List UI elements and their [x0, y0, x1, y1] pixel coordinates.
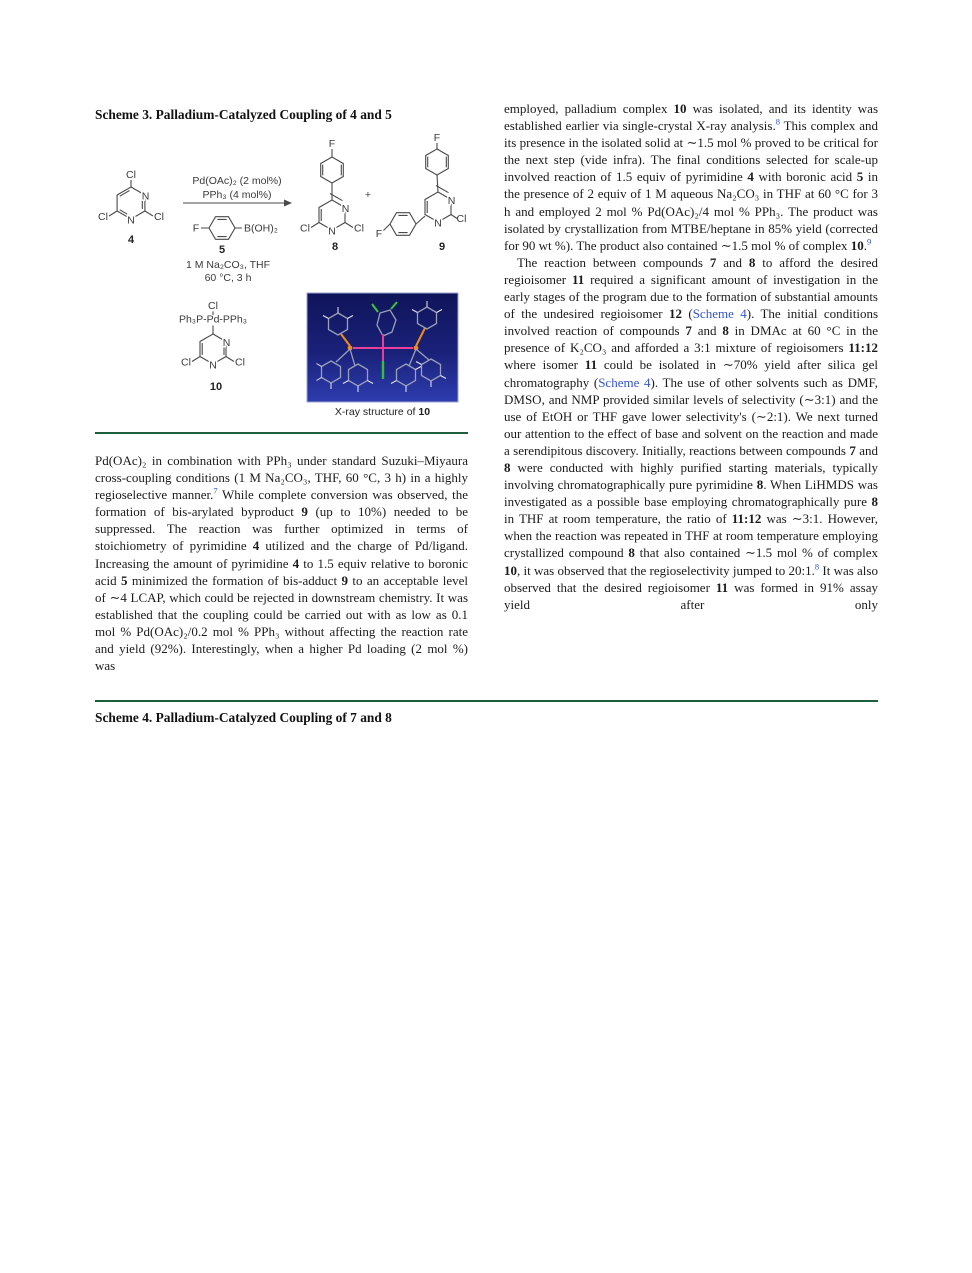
- atom-label: N: [127, 214, 135, 227]
- paragraph: [95, 452, 468, 674]
- text-segment: X-ray structure of: [334, 406, 419, 418]
- text-segment: 4: [252, 538, 260, 554]
- text-segment: 9: [341, 572, 348, 588]
- compound-number: 5: [218, 244, 226, 256]
- conditions-text: PPh₃ (4 mol%): [202, 189, 272, 201]
- right-column: [504, 100, 878, 613]
- conditions-text: Pd(OAc)₂ (2 mol%): [192, 175, 282, 187]
- text-segment: to 1.5 equiv relative to boronic acid: [95, 555, 469, 588]
- atom-label: Cl: [98, 211, 108, 223]
- text-segment: 10: [418, 406, 431, 418]
- atom-label: N: [328, 225, 336, 238]
- compound-number: 4: [127, 234, 135, 246]
- atom-label: N: [222, 337, 231, 349]
- text-segment: It was also observed that the desired regioisomer: [504, 562, 878, 595]
- text-segment: could be isolated in ∼70% yield after silica gel chromatography (: [504, 357, 878, 390]
- atom-label: B(OH)₂: [244, 222, 278, 235]
- text-segment: was formed in 91% assay yield after only: [504, 579, 878, 612]
- text-segment: , it was observed that the regioselectivity jumped to 20:1.: [517, 562, 815, 578]
- scheme4-title: Scheme 4. Palladium-Catalyzed Coupling of 7 and 8: [95, 710, 392, 725]
- text-segment: where isomer: [504, 357, 585, 373]
- text-segment: The reaction between compounds: [517, 254, 710, 270]
- paragraph: [504, 100, 878, 254]
- conditions-text: 1 M Na₂CO₃, THF: [186, 259, 270, 271]
- text-segment: 7: [685, 323, 692, 339]
- text-segment: in the presence of 2 equiv of 1 M aqueous Na₂CO₃ in THF at 60 °C for 3 h and employed 2 mol % Pd(OAc)₂/4 mol % PPh₃. The product was isolated by crystallization from MTBE/heptane in 85% yield (corrected for 90 wt %). The product also contained ∼1.5 mol % of complex: [504, 169, 878, 253]
- atom-label: F: [433, 132, 441, 144]
- text-segment: in DMAc at 60 °C in the presence of K₂CO₃ and afforded a 3:1 mixture of regioisomers: [504, 323, 878, 356]
- text-segment: 8: [504, 459, 511, 475]
- left-column: [95, 452, 468, 674]
- atom-label: Cl: [300, 222, 310, 235]
- text-segment: 10: [673, 101, 687, 116]
- text-segment: .: [863, 237, 868, 253]
- text-segment: 5: [856, 169, 864, 185]
- atom-label: Cl: [208, 300, 218, 312]
- reaction-arrow: [183, 175, 292, 207]
- structure-10: [179, 300, 247, 393]
- text-segment: While complete conversion was observed, the formation of bis-arylated byproduct: [95, 487, 468, 520]
- atom-label: Cl: [456, 213, 467, 225]
- text-segment: (up to 10%) needed to be suppressed. The reaction was further optimized in terms of stoichiometry of pyrimidine: [95, 504, 469, 554]
- structure-4: [98, 169, 164, 246]
- atom-label: F: [192, 222, 200, 235]
- text-segment: ). The initial conditions involved reaction of compounds: [504, 306, 878, 339]
- atom-label: Cl: [154, 211, 164, 223]
- atom-label: Cl: [354, 222, 364, 235]
- atom-label: Cl: [181, 356, 191, 369]
- text-segment: 10: [850, 237, 864, 253]
- text-segment: minimized the formation of bis-adduct: [127, 572, 342, 588]
- text-segment: . When LiHMDS was investigated as a possible base employing chromatographically pure: [504, 477, 878, 510]
- atom-label: Cl: [126, 169, 136, 181]
- xray-caption: [307, 406, 458, 418]
- atom-label: Cl: [235, 356, 245, 369]
- text-segment: 11:12: [731, 511, 762, 527]
- atom-label: N: [447, 195, 456, 207]
- text-segment: 9: [301, 504, 308, 520]
- text-segment: and: [855, 442, 878, 458]
- atom-label: N: [141, 190, 150, 203]
- text-segment: 12: [668, 306, 682, 322]
- paragraph: [504, 254, 878, 613]
- plus-sign: +: [364, 189, 372, 201]
- scheme3-divider: [95, 432, 468, 434]
- text-segment: Pd(OAc)₂ in combination with PPh₃ under standard Suzuki–Miyaura cross-coupling conditions (1 M Na₂CO₃, THF, 60 °C, 3 h) in a highly regioselective manner.: [95, 453, 468, 503]
- text-segment: This complex and its presence in the isolated solid at ∼1.5 mol % proved to be critical for the next step (vide infra). The final conditions selected for scale-up involved reaction of 1.5 equiv of pyrimidine: [504, 118, 878, 185]
- text-segment: (: [681, 306, 693, 322]
- atom-label: F: [328, 138, 336, 150]
- scheme-link[interactable]: Scheme 4: [598, 374, 651, 390]
- text-segment: ). The use of other solvents such as DMF, DMSO, and NMP provided similar levels of selectivity (∼3:1) and the use of EtOH or THF gave lower selectivity's (∼2:1). We next turned our attention to the effect of base and solvent on the reaction and made a serendipitous discovery. Initially, reactions between compounds: [504, 374, 878, 458]
- compound-number: 9: [438, 241, 446, 253]
- compound-number: 10: [209, 381, 223, 393]
- text-segment: 5: [121, 572, 128, 588]
- text-segment: to afford the desired regioisomer: [504, 254, 878, 287]
- text-segment: 7: [849, 442, 856, 458]
- atom-label: Ph₃P-Pd-PPh₃: [178, 313, 248, 326]
- text-segment: utilized and the charge of Pd/ligand. Increasing the amount of pyrimidine: [95, 538, 468, 571]
- atom-label: N: [209, 359, 217, 372]
- structure-8: [300, 138, 364, 253]
- text-segment: was isolated, and its identity was established earlier via single-crystal X-ray analysis.: [504, 101, 878, 134]
- xray-image: [307, 293, 458, 402]
- atom-label: F: [375, 228, 383, 240]
- text-segment: to an acceptable level of ∼4 LCAP, which could be rejected in downstream chemistry. It was established that the coupling could be carried out with as low as 0.1 mol % Pd(OAc)₂/0.2 mol % PPh₃ without affecting the reaction rate and yield (92%). Interestingly, when a higher Pd loading (2 mol %) was: [95, 572, 468, 674]
- structure-5: [186, 217, 278, 284]
- text-segment: were conducted with highly purified starting materials, typically involving chromatographically pure pyrimidine: [504, 459, 878, 493]
- footnote-ref[interactable]: 8: [814, 561, 820, 572]
- text-segment: 4: [747, 169, 754, 185]
- scheme-link[interactable]: Scheme 4: [692, 306, 747, 322]
- atom-label: N: [434, 217, 442, 230]
- text-segment: 10: [504, 562, 517, 578]
- atom-label: N: [341, 203, 350, 215]
- text-segment: 8: [722, 323, 729, 339]
- text-segment: 11:12: [848, 340, 878, 356]
- text-segment: 8: [628, 545, 635, 561]
- scheme3-artwork: [95, 128, 468, 428]
- text-segment: in THF at room temperature, the ratio of: [504, 511, 732, 527]
- text-segment: and: [691, 323, 723, 339]
- scheme4-divider: [95, 700, 878, 702]
- text-segment: 7: [709, 254, 717, 270]
- text-segment: employed, palladium complex: [504, 101, 674, 116]
- text-segment: 8: [756, 477, 764, 493]
- footnote-ref[interactable]: 8: [775, 116, 780, 127]
- text-segment: that also contained ∼1.5 mol % of complex: [634, 545, 878, 561]
- scheme3-title: Scheme 3. Palladium-Catalyzed Coupling of 4 and 5: [95, 107, 392, 122]
- text-segment: 8: [871, 494, 878, 510]
- compound-number: 8: [331, 241, 339, 253]
- footnote-ref[interactable]: 9: [867, 236, 872, 247]
- structure-9: [376, 132, 467, 253]
- footnote-ref[interactable]: 7: [213, 485, 218, 496]
- text-segment: required a significant amount of investigation in the early stages of the program due to the formation of substantial amounts of the undesired regioisomer: [504, 271, 878, 322]
- text-segment: 11: [715, 579, 729, 595]
- text-segment: 8: [748, 254, 756, 270]
- text-segment: with boronic acid: [753, 169, 857, 185]
- text-segment: and: [716, 254, 749, 270]
- text-segment: was ∼3:1. However, when the reaction was repeated in THF at room temperature employing crystallized compound: [504, 511, 878, 561]
- text-segment: 11: [584, 357, 598, 373]
- conditions-text: 60 °C, 3 h: [204, 272, 252, 284]
- text-segment: 11: [571, 271, 585, 287]
- text-segment: 4: [292, 555, 300, 571]
